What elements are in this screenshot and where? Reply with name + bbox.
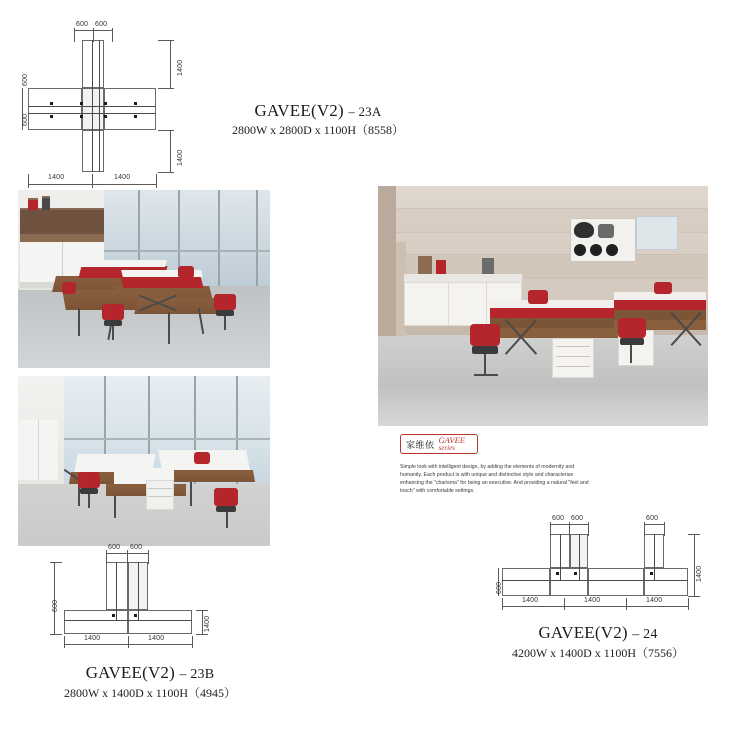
dim-label: 600 [76,21,89,28]
dim-label: 1400 [204,615,211,632]
desk-line-4 [99,40,100,172]
dim-label: 1400 [177,59,184,76]
dim-ext [148,550,149,564]
dim-label: 1400 [48,174,65,181]
desk-line [579,534,580,580]
caption-23a [178,100,458,138]
caption-24-title [488,622,708,644]
dim-label: 600 [22,73,29,86]
drawing-23a [20,18,190,181]
desk-line-3 [92,40,93,172]
dim-ext [158,88,174,89]
dim-label: 1400 [114,174,131,181]
dim-ext [688,598,689,610]
connector-mark [104,102,107,105]
dim-ext [564,598,565,610]
dim-ext [664,522,665,536]
dim-line [502,606,688,607]
dim-label: 1400 [148,635,165,642]
drawing-24 [496,510,703,620]
desk-line [64,620,192,621]
dim-label: 1400 [84,635,101,642]
dim-line [694,534,695,596]
desk-line [654,534,655,580]
brand-english [439,436,465,452]
dim-ext [158,130,174,131]
dim-ext [158,172,174,173]
desk-line [116,562,117,620]
caption-24 [488,622,708,661]
dim-line [54,562,55,634]
connector-mark [50,115,53,118]
caption-23b-model: GAVEE(V2) [85,663,175,682]
dim-ext [196,610,208,611]
caption-24-spec: 4200W x 1400D x 1100H（7556） [512,645,684,660]
dim-ext [192,636,193,648]
desk-line [560,534,561,580]
connector-mark [112,614,115,617]
connector-mark [650,572,653,575]
dim-ext [106,550,107,564]
caption-24-model: GAVEE(V2) [538,623,628,642]
photo-office-cluster-right [378,186,708,426]
panel-23a-center [82,88,104,130]
dim-ext [127,550,128,564]
connector-mark [134,614,137,617]
dim-label: 1400 [177,149,184,166]
brand-chinese: 家维依 [406,440,435,451]
dim-ext [64,636,65,648]
caption-23a-spec: 2800W x 2800D x 1100H（8558） [232,123,404,138]
dim-label: 600 [108,544,121,551]
dim-label: 600 [52,599,59,612]
dim-label: 1400 [584,597,601,604]
panel-23a-bottom [82,130,104,172]
dim-label: 600 [571,515,584,522]
caption-23b-code: – 23B [179,667,215,682]
panel-23b-base-left [64,610,128,634]
photo-office-cluster-top-left [18,190,270,368]
dim-line [170,40,171,88]
dim-ext [569,522,570,536]
dim-ext [688,596,700,597]
dim-label: 1400 [646,597,663,604]
caption-23a-model: GAVEE(V2) [254,101,344,120]
caption-23b-title [40,662,260,684]
brand-english-line2: series [438,443,455,452]
dim-ext [550,522,551,536]
dim-ext [92,174,93,188]
connector-mark [134,115,137,118]
connector-mark [80,102,83,105]
dim-ext [74,28,75,42]
desk-line [138,562,139,620]
dim-label: 600 [95,21,108,28]
caption-23b-spec: 2800W x 1400D x 1100H（4945） [64,685,236,700]
caption-23b [40,662,260,701]
dim-ext [156,174,157,188]
brand-english-line1: GAVEE [438,435,465,446]
dim-ext [128,636,129,648]
drawing-23b [52,544,242,648]
dim-line [202,610,203,634]
panel-23a-right [104,88,156,130]
dim-ext [644,522,645,536]
dim-ext [93,28,94,42]
dim-ext [502,598,503,610]
dim-label: 600 [130,544,143,551]
dim-ext [158,40,174,41]
panel-23a-top [82,40,104,88]
dim-label: 1400 [522,597,539,604]
dim-ext [50,634,62,635]
dim-ext [588,522,589,536]
panel-24-left-low [502,568,550,596]
photo-office-cluster-mid-left [18,376,270,546]
dim-ext [112,28,113,42]
brand-logo [400,434,478,454]
dim-ext [626,598,627,610]
dim-label: 1400 [696,565,703,582]
dim-ext [196,634,208,635]
dim-label: 600 [22,113,29,126]
connector-mark [134,102,137,105]
dim-line [644,524,664,525]
dim-ext [688,534,700,535]
connector-mark [574,572,577,575]
dim-ext [50,562,62,563]
caption-23a-code: – 23A [348,104,382,119]
panel-23b-stem-left [106,562,128,610]
connector-mark [104,115,107,118]
dim-ext [28,174,29,188]
desk-line [502,580,688,581]
caption-24-code: – 24 [632,627,658,642]
panel-23a-left [28,88,82,130]
dim-line [170,130,171,172]
panel-24-center [588,568,644,596]
caption-23a-title [178,100,458,121]
connector-mark [80,115,83,118]
dim-label: 600 [646,515,659,522]
product-blurb: Simple look with intelligent design, by adding the elements of modernity and humanity. Each product is with unique and distinctive style and characterise enhancing the "charisma" for being an executive. And providing a natural "feel and touch" with comfortable settings. [400,464,589,495]
dim-label: 600 [552,515,565,522]
connector-mark [556,572,559,575]
dim-label: 600 [496,581,503,594]
connector-mark [50,102,53,105]
